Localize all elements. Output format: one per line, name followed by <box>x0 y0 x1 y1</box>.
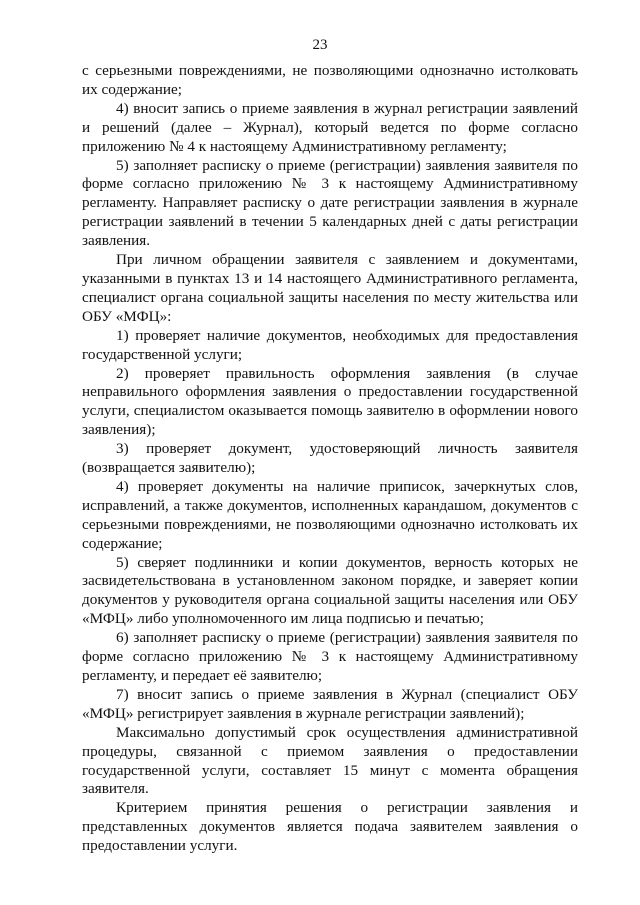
paragraph-item-4-check-corrections: 4) проверяет документы на наличие приписок, зачеркнутых слов, исправлений, а также документов, исполненных карандашом, документов с серьезными повреждениями, не позволяющими однозначно истолковать их содержание; <box>82 477 578 552</box>
paragraph-item-7-journal-entry: 7) вносит запись о приеме заявления в Журнал (специалист ОБУ «МФЦ» регистрирует заявления в журнале регистрации заявлений); <box>82 685 578 722</box>
paragraph-item-4-journal-entry: 4) вносит запись о приеме заявления в журнал регистрации заявлений и решений (далее – Журнал), который ведется по форме согласно приложению № 4 к настоящему Административному регламенту; <box>82 99 578 155</box>
paragraph-continuation: с серьезными повреждениями, не позволяющими однозначно истолковать их содержание; <box>82 62 578 98</box>
paragraph-item-3-check-identity: 3) проверяет документ, удостоверяющий личность заявителя (возвращается заявителю); <box>82 440 578 477</box>
page-number: 23 <box>312 37 328 53</box>
paragraph-personal-appeal: При личном обращении заявителя с заявлением и документами, указанными в пунктах 13 и 14 настоящего Административного регламента, специалист органа социальной защиты населения по месту жительства или ОБУ «МФЦ»: <box>82 251 578 325</box>
document-body <box>82 62 578 856</box>
paragraph-item-1-check-documents: 1) проверяет наличие документов, необходимых для предоставления государственной услуги; <box>82 326 578 363</box>
paragraph-item-6-fill-receipt: 6) заполняет расписку о приеме (регистрации) заявления заявителя по форме согласно приложению № 3 к настоящему Административному регламенту, и передает её заявителю; <box>82 629 578 684</box>
paragraph-item-2-check-application: 2) проверяет правильность оформления заявления (в случае неправильного оформления заявления о предоставлении государственной услуги, специалистом оказывается помощь заявителю в оформлении нового заявления); <box>82 364 578 439</box>
paragraph-item-5-verify-copies: 5) сверяет подлинники и копии документов, верность которых не засвидетельствована в установленном законом порядке, и заверяет копии документов у руководителя органа социальной защиты населения или ОБУ «МФЦ» либо уполномоченного им лица подписью и печатью; <box>82 553 578 628</box>
paragraph-item-5-receipt: 5) заполняет расписку о приеме (регистрации) заявления заявителя по форме согласно приложению № 3 к настоящему Административному регламенту. Направляет расписку о дате регистрации заявления в журнале регистрации заявлений в течении 5 календарных дней с даты регистрации заявления. <box>82 156 578 250</box>
paragraph-max-duration: Максимально допустимый срок осуществления административной процедуры, связанной с приемом заявления о предоставлении государственной услуги, составляет 15 минут с момента обращения заявителя. <box>82 723 578 798</box>
paragraph-decision-criterion: Критерием принятия решения о регистрации заявления и представленных документов является подача заявителем заявления о предоставлении услуги. <box>82 799 578 855</box>
